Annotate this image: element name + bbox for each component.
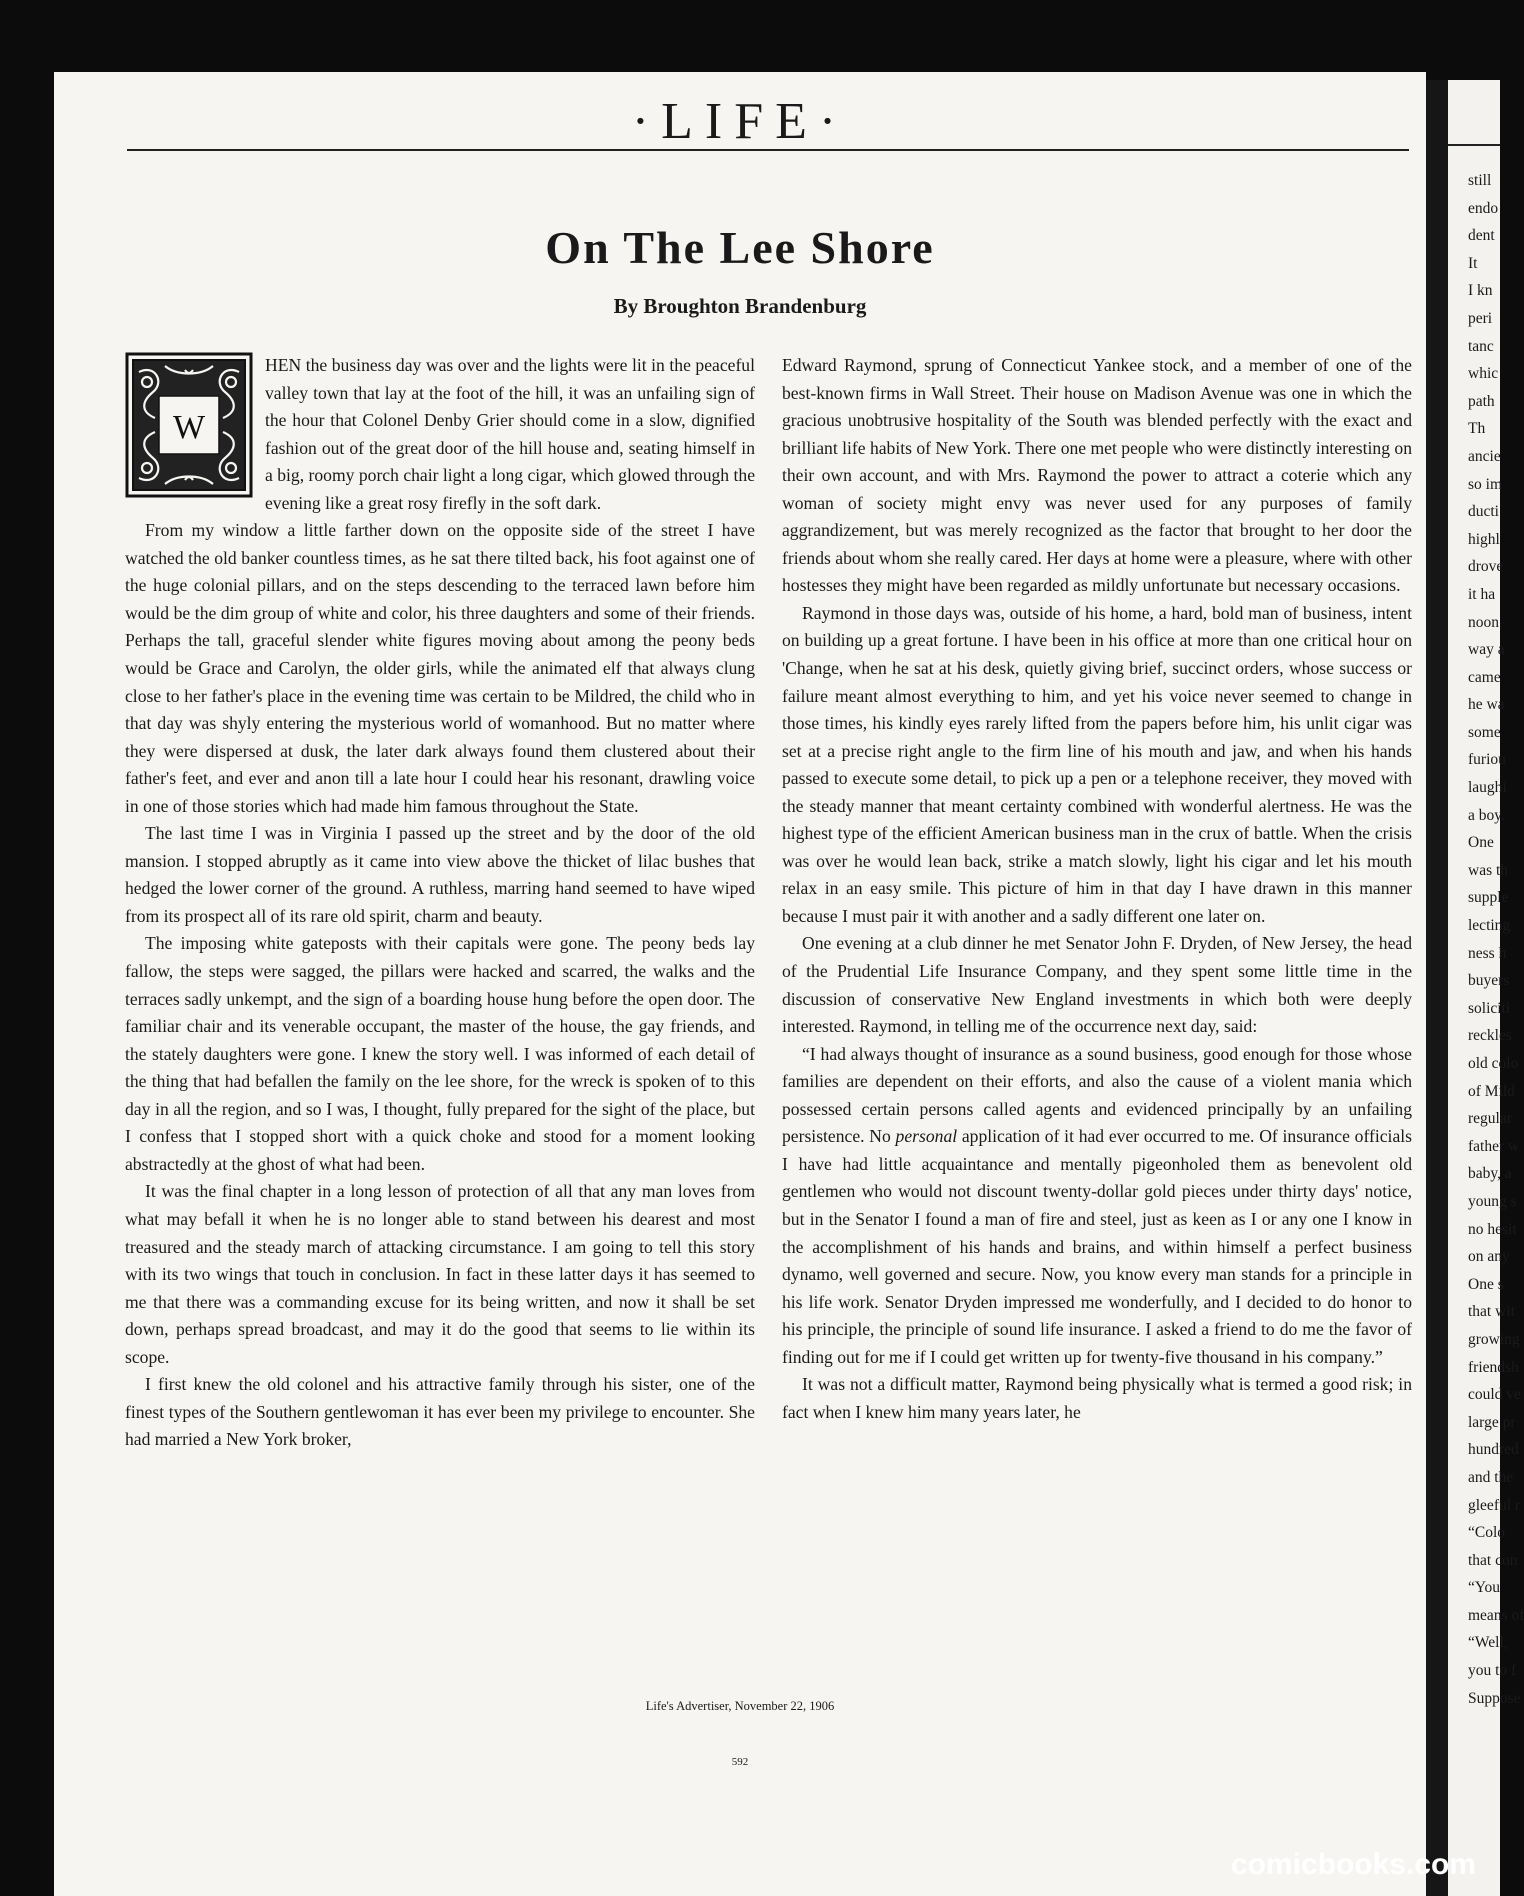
page-number: 592 (731, 1756, 749, 1768)
adjacent-page-fragment: highl (1468, 530, 1500, 548)
adjacent-page-fragment: that wit (1468, 1303, 1515, 1321)
adjacent-page-fragment: you to f (1468, 1662, 1517, 1680)
quote-text: “I had always thought of insurance as a sound business, good enough for those whose families are dependent on their efforts, and also the cause of a violent mania which possessed certain persons called agents and evidenced principally by an unfailing persistence. No (782, 1043, 1412, 1147)
article-paragraph: The imposing white gateposts with their capitals were gone. The peony beds lay fallow, the steps were sagged, the pillars were hacked and scarred, the walks and the terraces sadly unkempt, and the sign of a boarding house hung before the open door. The familiar chair and its venerable occupant, the master of the house, the gay friends, and the stately daughters were gone. I knew the story well. I was informed of each detail of the thing that had befallen the family on the lee shore, for the wreck is spoken of to this day in all the region, and so I was, I thought, fully prepared for the sight of the place, but I confess that I stopped short with a quick choke and stood for a moment looking abstractedly at the ghost of what had been. (125, 933, 755, 1174)
article-column-right (782, 352, 1412, 1426)
adjacent-page-fragment: some (1468, 723, 1501, 741)
drop-cap-letter: W (172, 409, 206, 446)
adjacent-page-fragment: large pr (1468, 1413, 1516, 1431)
article-column-left (125, 352, 755, 1454)
adjacent-page-fragment: father w (1468, 1137, 1520, 1155)
adjacent-page-fragment: supple (1468, 889, 1509, 907)
adjacent-page-fragment: reckles (1468, 1027, 1512, 1045)
adjacent-page-fragment: hundred (1468, 1441, 1519, 1459)
adjacent-page-fragment: way a (1468, 641, 1505, 659)
adjacent-page-fragment: and the (1468, 1468, 1514, 1486)
article-byline: By Broughton Brandenburg (613, 294, 867, 318)
masthead-rule (127, 149, 1409, 151)
adjacent-page-fragment: “You (1468, 1579, 1501, 1597)
adjacent-page-fragment: “Well, (1468, 1634, 1508, 1652)
adjacent-page-fragment: ness h (1468, 944, 1507, 962)
emphasized-word: personal (895, 1126, 958, 1147)
adjacent-page-fragment: buyers (1468, 972, 1510, 990)
article-paragraph: From my window a little farther down on the opposite side of the street I have watched the old banker countless times, as he sat there tilted back, his foot against one of the huge colonial pillars, and on the steps descending to the terraced lawn before him would be the dim group of white and color, his three daughters and some of their friends. Perhaps the tall, graceful slender white figures moving about among the peony beds would be Grace and Carolyn, the older girls, while the animated elf that always clung close to her father's place in the evening time was certain to be Mildred, the child who in that day was shyly entering the mysterious world of womanhood. But no matter where they were dispersed at dusk, the later dark always found them clustered about their father's feet, and ever and anon till a late hour I could hear his resonant, drawling voice in one of those stories which had made him famous throughout the State. (125, 520, 755, 816)
adjacent-page-fragment: One s (1468, 1275, 1504, 1293)
article-paragraph (782, 1041, 1412, 1372)
article-paragraph: One evening at a club dinner he met Senator John F. Dryden, of New Jersey, the head of the Prudential Life Insurance Company, and they spent some little time in the discussion of conservative New England investments in which both were deeply interested. Raymond, in telling me of the occurrence next day, said: (782, 933, 1412, 1037)
adjacent-page-fragment: tanc (1468, 337, 1494, 355)
adjacent-page-fragment: old colo (1468, 1055, 1519, 1072)
adjacent-page-fragment: growing (1468, 1330, 1520, 1348)
adjacent-page-fragment: whic (1468, 365, 1499, 383)
article-paragraph: HEN the business day was over and the lights were lit in the peaceful valley town that lay at the foot of the hill, it was an unfailing sign of the hour that Colonel Denby Grier should come in a slow, dignified fashion out of the great door of the hill house and, seating himself in a big, roomy porch chair light a long cigar, which glowed through the evening like a great rosy firefly in the soft dark. (265, 355, 755, 513)
adjacent-page-fragment: One (1468, 834, 1494, 852)
magazine-page (54, 72, 1426, 1896)
adjacent-page-fragment: it ha (1468, 585, 1496, 603)
ornamental-drop-cap (125, 352, 253, 498)
adjacent-page-fragment: soliciti (1468, 999, 1511, 1017)
article-paragraph: The last time I was in Virginia I passed up the street and by the door of the old mansion. I stopped abruptly as it came into view above the thicket of lilac bushes that hedged the lower corner of the ground. A ruthless, marring hand seemed to have wiped from its prospect all of its rare old spirit, charm and beauty. (125, 823, 755, 926)
article-title: On The Lee Shore (545, 222, 935, 273)
adjacent-page-fragment: was th (1468, 861, 1509, 879)
adjacent-page-fragment: baby, a (1468, 1165, 1512, 1183)
article-paragraph: Raymond in those days was, outside of his home, a hard, bold man of business, intent on building up a great fortune. I have been in his office at more than one critical hour on 'Change, when he sat at his desk, quietly giving brief, succinct orders, whose success or failure meant almost everything to him, and yet his voice never seemed to change in those times, his kindly eyes rarely lifted from the papers before him, his unlit cigar was set at a precise right angle to the firm line of his mouth and jaw, and when his hands passed to execute some detail, to pick up a pen or a telephone receiver, they moved with the steady manner that meant certainty combined with wonderful alertness. He was the highest type of the efficient American business man in the crux of battle. When the crisis was over he would lean back, strike a match slowly, light his cigar and let his mouth relax in an easy smile. This picture of him in that day I have drawn in this manner because I must pair it with another and a sadly different one later on. (782, 602, 1412, 926)
adjacent-page-fragment: laughi (1468, 779, 1507, 797)
adjacent-page-fragment: came (1468, 668, 1501, 686)
adjacent-page-fragment: endo (1468, 199, 1499, 217)
adjacent-page-fragment: still (1468, 172, 1492, 189)
adjacent-page-fragment: It (1468, 254, 1478, 272)
adjacent-page-fragment: of Mild (1468, 1082, 1515, 1100)
page-footer: Life's Advertiser, November 22, 1906 (645, 1699, 835, 1713)
adjacent-page-fragment: means of (1468, 1606, 1524, 1624)
adjacent-page-fragment: could ve (1468, 1386, 1521, 1404)
adjacent-page-fragment: lecting (1468, 917, 1511, 935)
adjacent-page-fragment: no hesit (1468, 1220, 1517, 1238)
adjacent-page-fragment: friendsh (1468, 1358, 1519, 1376)
adjacent-page-fragment: Th (1468, 420, 1486, 438)
masthead: ·LIFE· (631, 93, 849, 150)
adjacent-page-rule (1448, 144, 1500, 147)
article-paragraph: Edward Raymond, sprung of Connecticut Yankee stock, and a member of one of the best-known firms in Wall Street. Their house on Madison Avenue was one in which the gracious unobtrusive hospitality of the South was blended perfectly with the exact and brilliant life habits of New York. There one met people who were distinctly interesting on their own account, and with Mrs. Raymond the power to attract a coterie which any woman of society might envy was never used for any purposes of family aggrandizement, but was merely recognized as the factor that brought to her door the friends about whom she really cared. Her days at home were a pleasure, where with other hostesses they might have been regarded as mildly unfortunate but necessary occasions. (782, 355, 1412, 596)
adjacent-page-fragment: noon (1468, 613, 1499, 631)
adjacent-page-fragment: I kn (1468, 282, 1493, 300)
adjacent-page-fragment: young s (1468, 1192, 1517, 1210)
adjacent-page-fragment: Suppose (1468, 1689, 1521, 1707)
adjacent-page-fragment: furiou (1468, 751, 1506, 769)
adjacent-page-fragment: peri (1468, 309, 1493, 327)
adjacent-page-fragment: ancie (1468, 447, 1501, 465)
quote-text: application of it had ever occurred to me. Of insurance officials I have had little acquaintance and mentally pigeonholed them as benevolent old gentlemen who would not discount twenty-dollar gold pieces under thirty days' notice, but in the Senator I found a man of fire and steel, just as keen as I or any one I know in the accomplishment of his hands and brains, and within himself a perfect business dynamo, well governed and secure. Now, you know every man stands for a principle in his life work. Senator Dryden impressed me wonderfully, and I decided to do honor to his principle, the principle of sound life insurance. I asked a friend to do me the favor of finding out for me if I could get written up for twenty-five thousand in his company.” (782, 1126, 1412, 1367)
site-watermark: comicbooks.com (1230, 1848, 1476, 1881)
article-paragraph: It was not a difficult matter, Raymond being physically what is termed a good risk; in fact when I knew him many years later, he (782, 1374, 1412, 1422)
page-gutter-shadow (1426, 80, 1448, 1896)
adjacent-page-fragment: that con (1468, 1551, 1518, 1569)
adjacent-page-fragment: drove (1468, 558, 1504, 576)
article-paragraph: I first knew the old colonel and his attractive family through his sister, one of the finest types of the Southern gentlewoman it has ever been my privilege to encounter. She had married a New York broker, (125, 1374, 755, 1450)
adjacent-page-fragment: path (1468, 392, 1495, 410)
adjacent-page-fragment: so im (1468, 475, 1503, 493)
adjacent-page-fragment: on any (1468, 1248, 1510, 1266)
article-paragraph: It was the final chapter in a long lesson of protection of all that any man loves from what may befall it when he is no longer able to stand between his dearest and most treasured and the steady march of attacking circumstance. I am going to tell this story with its two wings that touch in conclusion. In fact in these latter days it has seemed to me that there was a commanding excuse for its being written, and now it shall be set down, perhaps spread broadcast, and may it do the good that seems to lie within its scope. (125, 1181, 755, 1367)
adjacent-page-fragment: “Colo (1468, 1524, 1506, 1542)
adjacent-page-edge (1448, 80, 1524, 1896)
adjacent-page-fragment: dent (1468, 227, 1495, 245)
adjacent-page-fragment: gleeful r (1468, 1496, 1521, 1514)
adjacent-page-fragment: ducti (1468, 503, 1499, 521)
adjacent-page-fragment: he wa (1468, 696, 1505, 714)
adjacent-page-fragment: a boy. (1468, 806, 1505, 824)
adjacent-page-text (1448, 167, 1524, 1712)
adjacent-page-fragment: regular (1468, 1110, 1512, 1128)
